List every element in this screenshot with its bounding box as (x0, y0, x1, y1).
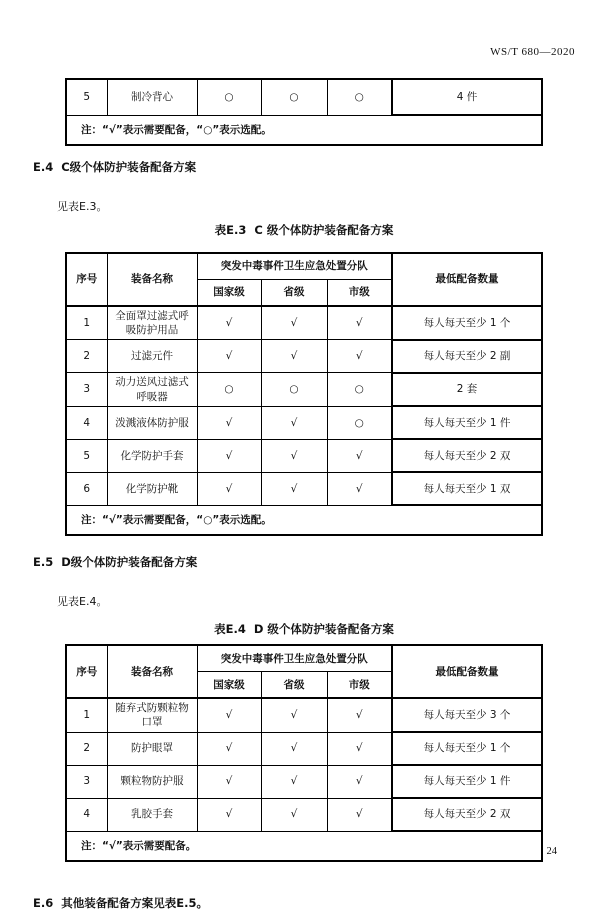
cell-seq: 2 (66, 732, 107, 765)
cell-quantity: 2 套 (392, 373, 542, 406)
header-quantity: 最低配备数量 (392, 253, 542, 306)
header-provincial: 省级 (261, 672, 327, 699)
table-row (66, 472, 542, 505)
table-row (66, 798, 542, 831)
table-e3 (65, 252, 543, 536)
cell-equipment-name: 颗粒物防护服 (107, 765, 197, 798)
section-heading-e6: E.6 其他装备配备方案见表E.5。 (33, 896, 208, 911)
cell-national: √ (197, 732, 261, 765)
cell-seq: 3 (66, 765, 107, 798)
cell-provincial: √ (261, 340, 327, 373)
cell-quantity: 每人每天至少 1 个 (392, 306, 542, 340)
table-note-row (66, 505, 542, 535)
header-seq: 序号 (66, 645, 107, 698)
cell-quantity: 每人每天至少 2 双 (392, 439, 542, 472)
table-row (66, 406, 542, 439)
cell-equipment-name: 化学防护靴 (107, 472, 197, 505)
cell-national: √ (197, 306, 261, 340)
cell-municipal: √ (327, 439, 392, 472)
cell-quantity: 4 件 (392, 79, 542, 115)
cell-national: ○ (197, 79, 261, 115)
header-municipal: 市级 (327, 280, 392, 307)
cell-national: √ (197, 698, 261, 732)
cell-equipment-name: 随弃式防颗粒物口罩 (107, 698, 197, 732)
table-row (66, 373, 542, 406)
table-header-row (66, 645, 542, 672)
cell-quantity: 每人每天至少 1 双 (392, 472, 542, 505)
table-e4 (65, 644, 543, 862)
table-note: 注：“√”表示需要配备。 (66, 831, 542, 861)
cell-seq: 1 (66, 306, 107, 340)
cell-seq: 4 (66, 798, 107, 831)
table-title-e4: 表E.4 D 级个体防护装备配备方案 (214, 622, 394, 637)
cell-quantity: 每人每天至少 2 副 (392, 340, 542, 373)
cell-municipal: √ (327, 340, 392, 373)
cell-municipal: ○ (327, 406, 392, 439)
cell-municipal: ○ (327, 79, 392, 115)
cell-provincial: √ (261, 306, 327, 340)
table-note-row (66, 831, 542, 861)
cell-equipment-name: 泼溅液体防护服 (107, 406, 197, 439)
section-heading-e4: E.4 C级个体防护装备配备方案 (33, 160, 197, 174)
cell-municipal: ○ (327, 373, 392, 406)
cell-quantity: 每人每天至少 1 个 (392, 732, 542, 765)
cell-provincial: ○ (261, 373, 327, 406)
cell-municipal: √ (327, 306, 392, 340)
table-row (66, 340, 542, 373)
table-row (66, 306, 542, 340)
table-header-row (66, 253, 542, 280)
cell-seq: 2 (66, 340, 107, 373)
table-note-row (66, 115, 542, 145)
cell-seq: 5 (66, 79, 107, 115)
cell-provincial: √ (261, 472, 327, 505)
cell-municipal: √ (327, 472, 392, 505)
header-equipment-name: 装备名称 (107, 253, 197, 306)
table-row (66, 439, 542, 472)
cell-provincial: √ (261, 698, 327, 732)
table-note: 注：“√”表示需要配备，“○”表示选配。 (66, 115, 542, 145)
header-quantity: 最低配备数量 (392, 645, 542, 698)
header-provincial: 省级 (261, 280, 327, 307)
cell-provincial: √ (261, 732, 327, 765)
cell-national: √ (197, 340, 261, 373)
cell-municipal: √ (327, 765, 392, 798)
cell-equipment-name: 乳胶手套 (107, 798, 197, 831)
header-team-group: 突发中毒事件卫生应急处置分队 (197, 645, 392, 672)
cell-seq: 1 (66, 698, 107, 732)
cell-quantity: 每人每天至少 3 个 (392, 698, 542, 732)
cell-provincial: √ (261, 406, 327, 439)
header-municipal: 市级 (327, 672, 392, 699)
cell-equipment-name: 制冷背心 (107, 79, 197, 115)
cell-provincial: √ (261, 765, 327, 798)
cell-seq: 5 (66, 439, 107, 472)
cell-quantity: 每人每天至少 1 件 (392, 406, 542, 439)
header-seq: 序号 (66, 253, 107, 306)
doc-header-standard-number: WS/T 680—2020 (490, 46, 575, 58)
header-national: 国家级 (197, 672, 261, 699)
cell-quantity: 每人每天至少 1 件 (392, 765, 542, 798)
cell-provincial: √ (261, 439, 327, 472)
cell-national: √ (197, 439, 261, 472)
cell-provincial: ○ (261, 79, 327, 115)
cell-national: √ (197, 798, 261, 831)
cell-equipment-name: 防护眼罩 (107, 732, 197, 765)
table-row (66, 698, 542, 732)
table-row (66, 765, 542, 798)
cell-municipal: √ (327, 798, 392, 831)
cell-national: √ (197, 765, 261, 798)
cell-national: ○ (197, 373, 261, 406)
table-row (66, 732, 542, 765)
table-continued-fragment (65, 78, 543, 146)
cell-seq: 6 (66, 472, 107, 505)
cell-equipment-name: 动力送风过滤式呼吸器 (107, 373, 197, 406)
cell-equipment-name: 全面罩过滤式呼吸防护用品 (107, 306, 197, 340)
header-national: 国家级 (197, 280, 261, 307)
header-equipment-name: 装备名称 (107, 645, 197, 698)
cell-provincial: √ (261, 798, 327, 831)
cell-seq: 4 (66, 406, 107, 439)
cell-national: √ (197, 472, 261, 505)
section-intro-e5: 见表E.4。 (57, 595, 108, 609)
header-team-group: 突发中毒事件卫生应急处置分队 (197, 253, 392, 280)
section-intro-e4: 见表E.3。 (57, 200, 108, 213)
cell-municipal: √ (327, 698, 392, 732)
cell-national: √ (197, 406, 261, 439)
cell-equipment-name: 过滤元件 (107, 340, 197, 373)
table-note: 注：“√”表示需要配备，“○”表示选配。 (66, 505, 542, 535)
cell-municipal: √ (327, 732, 392, 765)
table-title-e3: 表E.3 C 级个体防护装备配备方案 (214, 223, 394, 237)
page-number: 24 (546, 846, 557, 857)
cell-seq: 3 (66, 373, 107, 406)
cell-quantity: 每人每天至少 2 双 (392, 798, 542, 831)
table-row (66, 79, 542, 115)
section-heading-e5: E.5 D级个体防护装备配备方案 (33, 555, 198, 570)
cell-equipment-name: 化学防护手套 (107, 439, 197, 472)
